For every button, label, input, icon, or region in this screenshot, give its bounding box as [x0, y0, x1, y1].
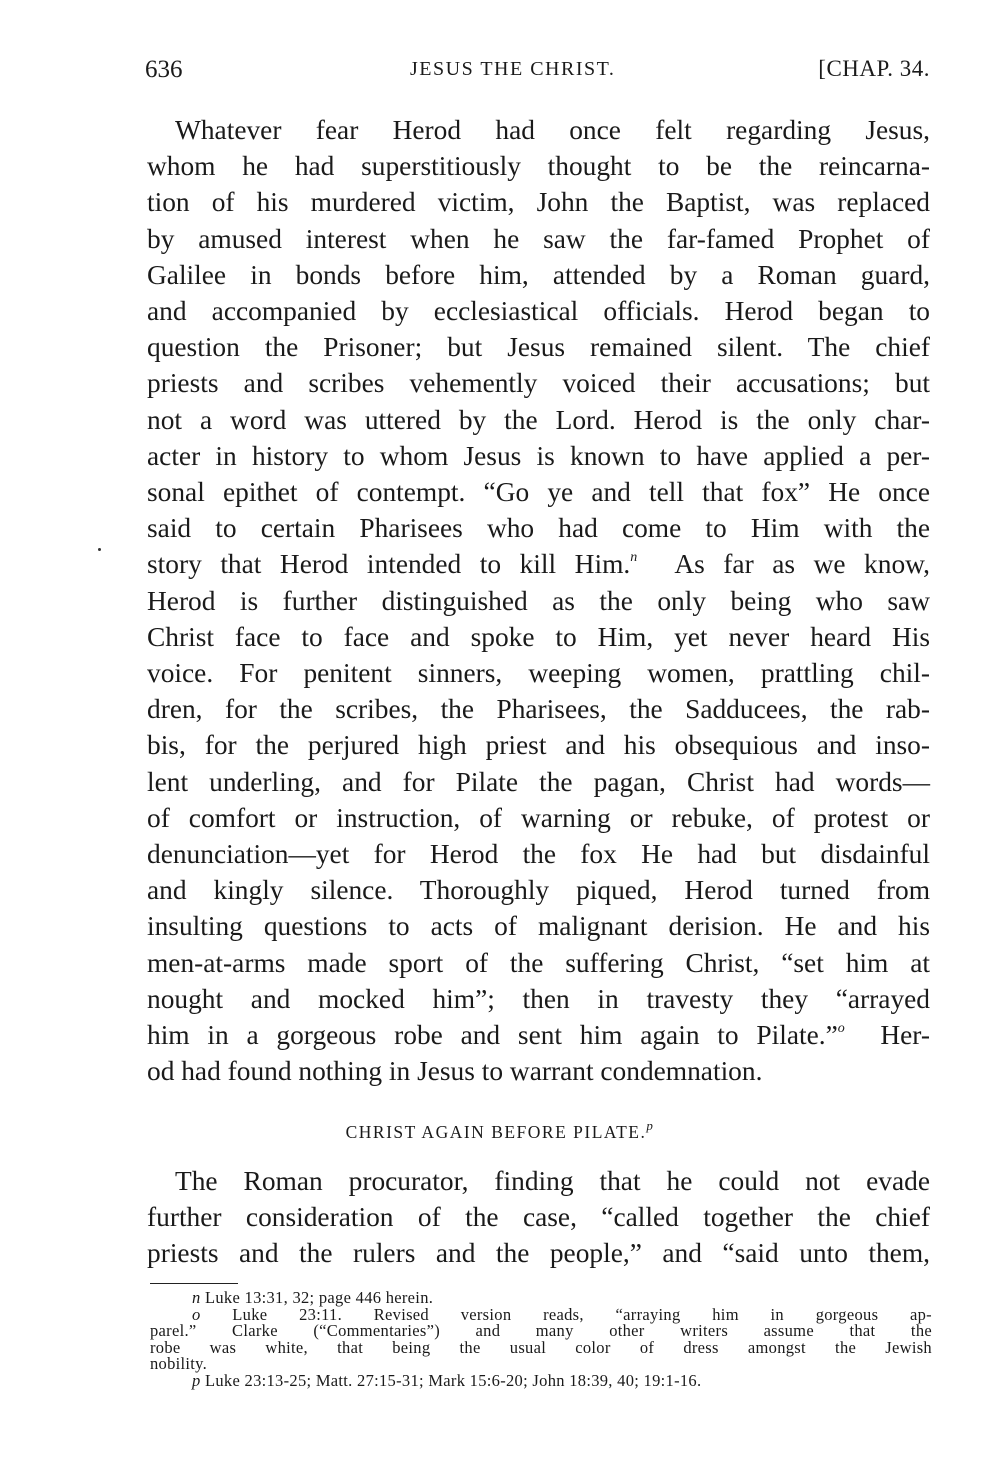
footnote-mark: o [192, 1304, 201, 1324]
text-line: Herod is further distinguished as the only being who saw [147, 585, 930, 616]
footnote-line: parel.” Clarke (“Commentaries”) and many other writers assume that the [150, 1321, 932, 1341]
text-line: Whatever fear Herod had once felt regarding Jesus, [175, 115, 930, 145]
text-line: men-at-arms made sport of the suffering Christ, “set him at [147, 947, 930, 978]
running-header [145, 56, 930, 90]
print-speck [98, 548, 101, 551]
text-line: whom he had superstitiously thought to be the reincarna- [147, 151, 930, 182]
text-line: nought and mocked him”; then in travesty they “arrayed [147, 983, 930, 1014]
text-line-with-ref-n [147, 546, 930, 582]
footnote-o [150, 1304, 932, 1374]
footnote-ref-n: n [630, 550, 638, 566]
text-line: Christ face to face and spoke to Him, yet never heard His [147, 621, 930, 652]
text-fragment: Her- [880, 1020, 930, 1051]
paragraph-procurator [147, 1163, 930, 1272]
text-line: lent underling, and for Pilate the pagan, Christ had words— [147, 766, 930, 797]
chapter-label: [CHAP. 34. [818, 56, 930, 81]
text-line: priests and the rulers and the people,” and “said unto them, [147, 1238, 930, 1269]
footnotes [150, 1290, 932, 1390]
text-line: voice. For penitent sinners, weeping women, prattling chil- [147, 658, 930, 689]
section-heading-text: CHRIST AGAIN BEFORE PILATE. [345, 1122, 647, 1142]
running-title: JESUS THE CHRIST. [410, 58, 616, 80]
text-line: od had found nothing in Jesus to warrant condemnation. [147, 1056, 763, 1087]
text-line: and accompanied by ecclesiastical officials. Herod began to [147, 296, 930, 327]
text-fragment: story that Herod intended to kill Him. [147, 549, 631, 580]
footnote-line: nobility. [150, 1354, 208, 1374]
footnote-p [150, 1370, 932, 1390]
paragraph-herod [147, 112, 930, 1089]
text-line: by amused interest when he saw the far-famed Prophet of [147, 223, 930, 254]
text-line: and kingly silence. Thoroughly piqued, Herod turned from [147, 875, 930, 906]
footnote-text: Luke 23:13-25; Matt. 27:15-31; Mark 15:6-20; John 18:39, 40; 19:1-16. [205, 1370, 702, 1390]
text-line: question the Prisoner; but Jesus remained silent. The chief [147, 332, 930, 363]
footnote-text: Luke 13:31, 32; page 446 herein. [205, 1288, 434, 1307]
text-line: further consideration of the case, “called together the chief [147, 1202, 930, 1233]
footnote-rule [150, 1283, 238, 1284]
footnote-mark: p [192, 1370, 201, 1390]
text-line: denunciation—yet for Herod the fox He had but disdainful [147, 839, 930, 870]
footnote-line: robe was white, that being the usual color of dress amongst the Jewish [150, 1337, 932, 1357]
text-line: insulting questions to acts of malignant derision. He and his [147, 911, 930, 942]
footnote-mark: n [192, 1288, 201, 1307]
text-line: of comfort or instruction, of warning or rebuke, of protest or [147, 802, 930, 833]
text-fragment: him in a gorgeous robe and sent him again to Pilate.” [147, 1020, 838, 1051]
text-line: acter in history to whom Jesus is known to have applied a per- [147, 440, 930, 471]
text-line: The Roman procurator, finding that he could not evade [175, 1166, 930, 1196]
text-line: tion of his murdered victim, John the Baptist, was replaced [147, 187, 930, 218]
text-line: priests and scribes vehemently voiced their accusations; but [147, 368, 930, 399]
page-number: 636 [145, 56, 183, 83]
footnote-ref-p: p [646, 1118, 655, 1133]
text-line: dren, for the scribes, the Pharisees, the Sadducees, the rab- [147, 694, 930, 725]
footnote-text: Luke 23:11. Revised version reads, “arraying him in gorgeous ap- [232, 1304, 932, 1324]
footnote-ref-o: o [837, 1021, 845, 1037]
text-line: sonal epithet of contempt. “Go ye and tell that fox” He once [147, 477, 930, 508]
text-line-with-ref-o [147, 1017, 930, 1053]
text-line: bis, for the perjured high priest and his obsequious and inso- [147, 730, 930, 761]
text-line: not a word was uttered by the Lord. Herod is the only char- [147, 404, 930, 435]
text-line: Galilee in bonds before him, attended by a Roman guard, [147, 259, 930, 290]
text-line: said to certain Pharisees who had come to Him with the [147, 513, 930, 544]
section-heading [0, 1118, 1000, 1143]
text-fragment: As far as we know, [674, 549, 930, 580]
